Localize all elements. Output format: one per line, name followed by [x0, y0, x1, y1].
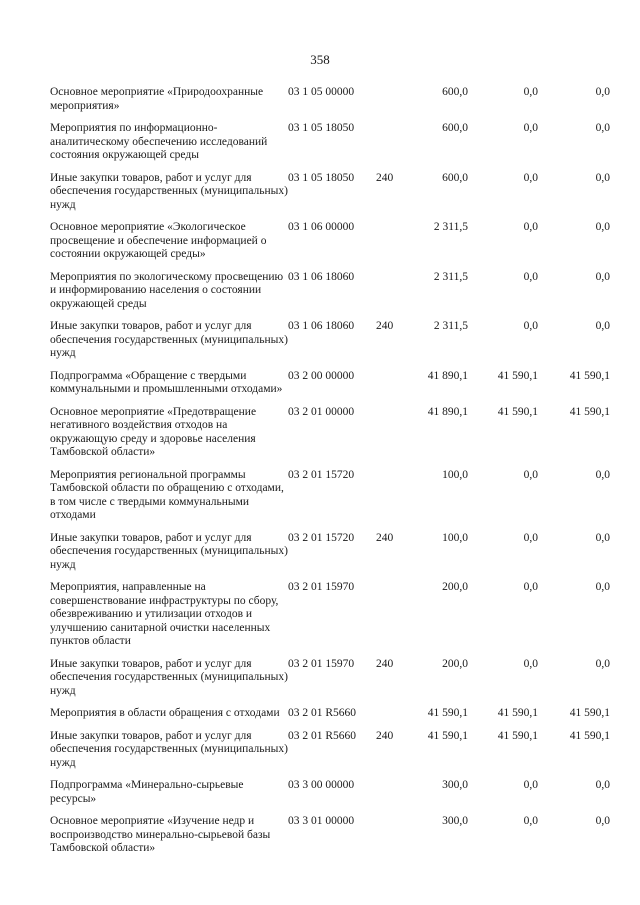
row-expense-type: [376, 469, 398, 532]
row-value-year2: 41 590,1: [497, 369, 538, 382]
row-value-year3: 0,0: [595, 171, 610, 184]
row-value-year3: 41 590,1: [569, 405, 610, 418]
row-value-year2: 41 590,1: [497, 707, 538, 719]
row-value-year3: 0,0: [595, 657, 610, 670]
row-expense-type: [376, 271, 398, 321]
table-row: [50, 271, 610, 321]
row-value-year1: 100,0: [442, 468, 468, 481]
table-row: [50, 320, 610, 370]
row-value-year1: 41 890,1: [427, 405, 468, 418]
row-value-year3: 0,0: [595, 531, 610, 544]
table-row: [50, 730, 610, 780]
row-expense-type: [376, 815, 398, 865]
row-code: 03 1 06 00000: [288, 221, 355, 233]
row-value-year3: 0,0: [595, 815, 610, 827]
row-value-year2: 0,0: [523, 221, 538, 233]
row-value-year3: 0,0: [595, 581, 610, 593]
row-code: 03 1 05 18050: [288, 122, 355, 134]
row-code: 03 1 05 00000: [288, 86, 355, 98]
row-value-year1: 41 590,1: [427, 707, 468, 719]
row-value-year3: 0,0: [595, 468, 610, 481]
row-value-year3: 0,0: [595, 221, 610, 233]
row-expense-type: [376, 370, 398, 406]
row-value-year3: 0,0: [595, 86, 610, 98]
table-row: [50, 370, 610, 406]
row-code: 03 1 06 18060: [288, 320, 355, 332]
row-code: 03 2 01 15970: [288, 581, 355, 593]
row-value-year2: 0,0: [523, 779, 538, 791]
row-value-year2: 0,0: [523, 320, 538, 332]
row-expense-type: [376, 221, 398, 271]
row-expense-type: 240: [376, 657, 394, 670]
row-expense-type: 240: [376, 531, 394, 544]
table-row: [50, 581, 610, 658]
row-value-year2: 0,0: [523, 122, 538, 134]
row-value-year3: 0,0: [595, 270, 610, 283]
row-value-year3: 0,0: [595, 320, 610, 332]
row-code: 03 2 01 00000: [288, 405, 355, 418]
row-value-year1: 300,0: [442, 815, 468, 827]
table-row: [50, 221, 610, 271]
table-row: [50, 86, 610, 122]
row-name: Мероприятия по информационно-аналитическому обеспечению исследований состояния окружающей среды: [50, 122, 268, 161]
row-value-year3: 41 590,1: [569, 707, 610, 719]
row-value-year2: 0,0: [523, 531, 538, 544]
table-row: [50, 172, 610, 222]
row-expense-type: [376, 122, 398, 172]
row-value-year1: 200,0: [442, 581, 468, 593]
row-value-year2: 0,0: [523, 270, 538, 283]
row-value-year1: 600,0: [442, 86, 468, 98]
row-name: Иные закупки товаров, работ и услуг для обеспечения государственных (муниципальных) нужд: [50, 171, 288, 211]
row-value-year1: 41 890,1: [427, 369, 468, 382]
row-value-year2: 0,0: [523, 815, 538, 827]
row-expense-type: 240: [376, 320, 394, 332]
row-name: Мероприятия региональной программы Тамбовской области по обращению с отходами, в том числе с твердыми коммунальными отходами: [50, 468, 284, 521]
row-value-year3: 41 590,1: [569, 369, 610, 382]
row-expense-type: 240: [376, 171, 394, 184]
row-expense-type: [376, 707, 398, 730]
row-code: 03 1 05 18050: [288, 171, 355, 184]
row-name: Основное мероприятие «Предотвращение негативного воздействия отходов на окружающую среду и здоровье населения Тамбовской области»: [50, 405, 257, 458]
row-name: Основное мероприятие «Изучение недр и воспроизводство минерально-сырьевой базы Тамбовской области»: [50, 815, 271, 854]
row-value-year2: 0,0: [523, 86, 538, 98]
row-name: Мероприятия в области обращения с отходами: [50, 707, 280, 719]
budget-table-body: [50, 86, 610, 865]
row-value-year2: 0,0: [523, 171, 538, 184]
row-name: Подпрограмма «Обращение с твердыми коммунальными и промышленными отходами»: [50, 369, 283, 395]
row-value-year1: 100,0: [442, 531, 468, 544]
table-row: [50, 658, 610, 708]
row-code: 03 2 01 R5660: [288, 729, 357, 742]
row-value-year1: 200,0: [442, 657, 468, 670]
row-code: 03 1 06 18060: [288, 270, 355, 283]
row-value-year1: 2 311,5: [433, 320, 468, 332]
table-row: [50, 532, 610, 582]
row-code: 03 2 00 00000: [288, 369, 355, 382]
row-name: Основное мероприятие «Природоохранные мероприятия»: [50, 86, 264, 112]
row-name: Основное мероприятие «Экологическое просвещение и обеспечение информацией о состоянии окружающей среды»: [50, 221, 267, 260]
row-name: Мероприятия по экологическому просвещению и информированию населения о состоянии окружающей среды: [50, 270, 284, 310]
row-code: 03 2 01 15720: [288, 531, 355, 544]
row-expense-type: [376, 779, 398, 815]
row-expense-type: [376, 581, 398, 658]
row-code: 03 2 01 15720: [288, 468, 355, 481]
row-expense-type: [376, 86, 398, 122]
budget-table: [50, 86, 610, 865]
row-code: 03 2 01 15970: [288, 657, 355, 670]
row-expense-type: [376, 406, 398, 469]
row-value-year1: 2 311,5: [433, 270, 468, 283]
table-row: [50, 815, 610, 865]
row-value-year1: 2 311,5: [433, 221, 468, 233]
row-expense-type: 240: [376, 729, 394, 742]
row-value-year3: 0,0: [595, 779, 610, 791]
row-code: 03 3 00 00000: [288, 779, 355, 791]
row-value-year3: 0,0: [595, 122, 610, 134]
row-value-year1: 600,0: [442, 122, 468, 134]
row-name: Подпрограмма «Минерально-сырьевые ресурсы»: [50, 779, 244, 805]
page-number: 358: [310, 52, 330, 67]
table-row: [50, 122, 610, 172]
row-name: Иные закупки товаров, работ и услуг для обеспечения государственных (муниципальных) нужд: [50, 320, 288, 359]
row-value-year2: 0,0: [523, 468, 538, 481]
row-name: Иные закупки товаров, работ и услуг для обеспечения государственных (муниципальных) нужд: [50, 729, 288, 769]
row-name: Иные закупки товаров, работ и услуг для обеспечения государственных (муниципальных) нужд: [50, 531, 288, 571]
row-value-year1: 41 590,1: [427, 729, 468, 742]
table-row: [50, 779, 610, 815]
table-row: [50, 469, 610, 532]
row-value-year2: 0,0: [523, 657, 538, 670]
row-code: 03 3 01 00000: [288, 815, 355, 827]
row-name: Мероприятия, направленные на совершенствование инфраструктуры по сбору, обезвреживанию и утилизации отходов и улучшению санитарной очистки населенных пунктов области: [50, 581, 279, 647]
row-value-year1: 600,0: [442, 171, 468, 184]
row-value-year2: 0,0: [523, 581, 538, 593]
row-name: Иные закупки товаров, работ и услуг для обеспечения государственных (муниципальных) нужд: [50, 657, 288, 697]
row-value-year2: 41 590,1: [497, 729, 538, 742]
table-row: [50, 406, 610, 469]
row-value-year2: 41 590,1: [497, 405, 538, 418]
row-value-year1: 300,0: [442, 779, 468, 791]
row-value-year3: 41 590,1: [569, 729, 610, 742]
row-code: 03 2 01 R5660: [288, 707, 357, 719]
table-row: [50, 707, 610, 730]
